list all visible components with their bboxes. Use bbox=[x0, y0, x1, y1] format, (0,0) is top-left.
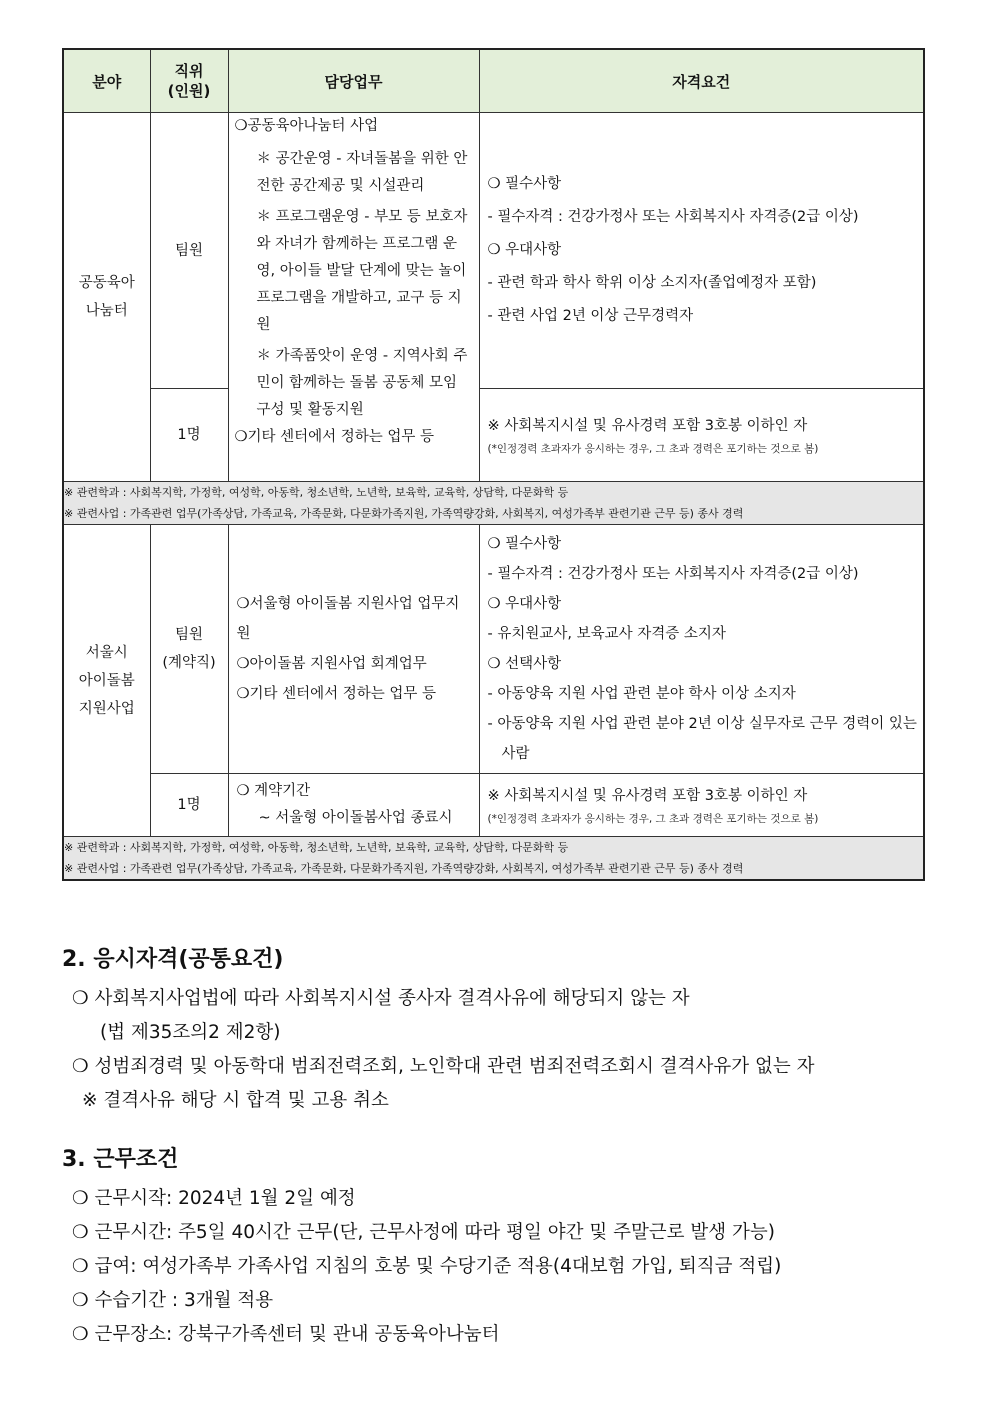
qual-item: - 관련 학과 학사 학위 이상 소지자(졸업예정자 포함) bbox=[487, 275, 817, 291]
duty-item: ＊ 가족품앗이 운영 - 지역사회 주민이 함께하는 돌봄 공동체 모임 구성 및 활동지원 bbox=[256, 348, 468, 418]
qual-item: - 필수자격 : 건강가정사 또는 사회복지사 자격증(2급 이상) bbox=[487, 566, 859, 582]
note-dept: ※ 관련학과 : 사회복지학, 가정학, 여성학, 아동학, 청소년학, 노년학, 보육학, 교육학, 상담학, 다문화학 등 bbox=[64, 486, 569, 499]
condition-item: ❍ 근무시작: 2024년 1월 2일 예정 bbox=[72, 1188, 356, 1209]
eligibility-item-cont: (법 제35조의2 제2항) bbox=[100, 1022, 281, 1043]
condition-item: ❍ 근무시간: 주5일 40시간 근무(단, 근무사정에 따라 평일 야간 및 주말근로 발생 가능) bbox=[72, 1222, 776, 1243]
career-cell bbox=[479, 774, 924, 837]
qualifications-cell bbox=[479, 113, 924, 389]
career-note: ※ 사회복지시설 및 유사경력 포함 3호봉 이하인 자 bbox=[487, 417, 808, 434]
eligibility-list bbox=[72, 982, 815, 1118]
eligibility-item: ❍ 사회복지사업법에 따라 사회복지시설 종사자 결격사유에 해당되지 않는 자 bbox=[72, 988, 690, 1009]
contract-title: ❍ 계약기간 bbox=[236, 783, 311, 799]
career-subnote: (*인정경력 초과자가 응시하는 경우, 그 초과 경력은 포기하는 것으로 봄) bbox=[487, 812, 819, 825]
conditions-list bbox=[72, 1182, 781, 1352]
table-row bbox=[63, 774, 924, 837]
table-row bbox=[63, 525, 924, 774]
qual-item: - 유치원교사, 보육교사 자격증 소지자 bbox=[487, 626, 726, 642]
position-cell: 팀원 bbox=[150, 113, 228, 389]
condition-item: ❍ 수습기간 : 3개월 적용 bbox=[72, 1290, 274, 1311]
qual-item: ❍ 선택사항 bbox=[487, 656, 562, 672]
note-biz: ※ 관련사업 : 가족관련 업무(가족상담, 가족교육, 가족문화, 다문화가족지원, 가족역량강화, 사회복지, 여성가족부 관련기관 근무 등) 종사 경력 bbox=[64, 862, 744, 875]
note-row bbox=[63, 837, 924, 881]
recruitment-table bbox=[62, 48, 925, 881]
header-qualifications: 자격요건 bbox=[479, 49, 924, 113]
qual-item: ❍ 필수사항 bbox=[487, 536, 562, 552]
note-cell bbox=[63, 482, 924, 525]
qual-item: ❍ 우대사항 bbox=[487, 242, 562, 258]
career-subnote: (*인정경력 초과자가 응시하는 경우, 그 초과 경력은 포기하는 것으로 봄) bbox=[487, 442, 819, 455]
duty-item: ❍서울형 아이돌봄 지원사업 업무지원 bbox=[236, 596, 460, 642]
note-biz: ※ 관련사업 : 가족관련 업무(가족상담, 가족교육, 가족문화, 다문화가족지원, 가족역량강화, 사회복지, 여성가족부 관련기관 근무 등) 종사 경력 bbox=[64, 507, 744, 520]
career-note: ※ 사회복지시설 및 유사경력 포함 3호봉 이하인 자 bbox=[487, 787, 808, 804]
duty-item: ❍공동육아나눔터 사업 bbox=[234, 118, 379, 134]
qual-item: ❍ 필수사항 bbox=[487, 176, 562, 192]
note-cell bbox=[63, 837, 924, 881]
count-cell: 1명 bbox=[150, 774, 228, 837]
eligibility-title: 2. 응시자격(공통요건) bbox=[62, 947, 284, 972]
qualifications-cell bbox=[479, 525, 924, 774]
condition-item: ❍ 근무장소: 강북구가족센터 및 관내 공동육아나눔터 bbox=[72, 1324, 500, 1345]
table-header-row bbox=[63, 49, 924, 113]
table-row bbox=[63, 389, 924, 482]
note-dept: ※ 관련학과 : 사회복지학, 가정학, 여성학, 아동학, 청소년학, 노년학, 보육학, 교육학, 상담학, 다문화학 등 bbox=[64, 841, 569, 854]
duties-cell bbox=[228, 113, 479, 482]
position-cell: 팀원 (계약직) bbox=[150, 525, 228, 774]
career-cell bbox=[479, 389, 924, 482]
table-row bbox=[63, 113, 924, 389]
duty-item: ＊ 공간운영 - 자녀돌봄을 위한 안전한 공간제공 및 시설관리 bbox=[256, 151, 468, 194]
contract-cell bbox=[228, 774, 479, 837]
header-duties: 담당업무 bbox=[228, 49, 479, 113]
qual-item: - 아동양육 지원 사업 관련 분야 2년 이상 실무자로 근무 경력이 있는 사람 bbox=[487, 716, 917, 762]
eligibility-item: ❍ 성범죄경력 및 아동학대 범죄전력조회, 노인학대 관련 범죄전력조회시 결격사유가 없는 자 bbox=[72, 1056, 815, 1077]
duties-cell bbox=[228, 525, 479, 774]
condition-item: ❍ 급여: 여성가족부 가족사업 지침의 호봉 및 수당기준 적용(4대보험 가입, 퇴직금 적립) bbox=[72, 1256, 782, 1277]
duty-item: ❍아이돌봄 지원사업 회계업무 bbox=[236, 656, 427, 672]
note-row bbox=[63, 482, 924, 525]
qual-item: - 관련 사업 2년 이상 근무경력자 bbox=[487, 308, 694, 324]
duty-item: ❍기타 센터에서 정하는 업무 등 bbox=[234, 429, 435, 445]
duty-item: ＊ 프로그램운영 - 부모 등 보호자와 자녀가 함께하는 프로그램 운영, 아이들 발달 단계에 맞는 놀이 프로그램을 개발하고, 교구 등 지원 bbox=[256, 209, 468, 333]
header-position: 직위 (인원) bbox=[150, 49, 228, 113]
field-cell: 서울시 아이돌봄 지원사업 bbox=[63, 525, 150, 837]
duty-item: ❍기타 센터에서 정하는 업무 등 bbox=[236, 686, 437, 702]
qual-item: - 아동양육 지원 사업 관련 분야 학사 이상 소지자 bbox=[487, 686, 796, 702]
contract-value: ~ 서울형 아이돌봄사업 종료시 bbox=[258, 810, 453, 826]
count-cell: 1명 bbox=[150, 389, 228, 482]
qual-item: - 필수자격 : 건강가정사 또는 사회복지사 자격증(2급 이상) bbox=[487, 209, 859, 225]
qual-item: ❍ 우대사항 bbox=[487, 596, 562, 612]
eligibility-note: ※ 결격사유 해당 시 합격 및 고용 취소 bbox=[82, 1090, 389, 1111]
field-cell: 공동육아 나눔터 bbox=[63, 113, 150, 482]
header-field: 분야 bbox=[63, 49, 150, 113]
conditions-title: 3. 근무조건 bbox=[62, 1147, 179, 1172]
